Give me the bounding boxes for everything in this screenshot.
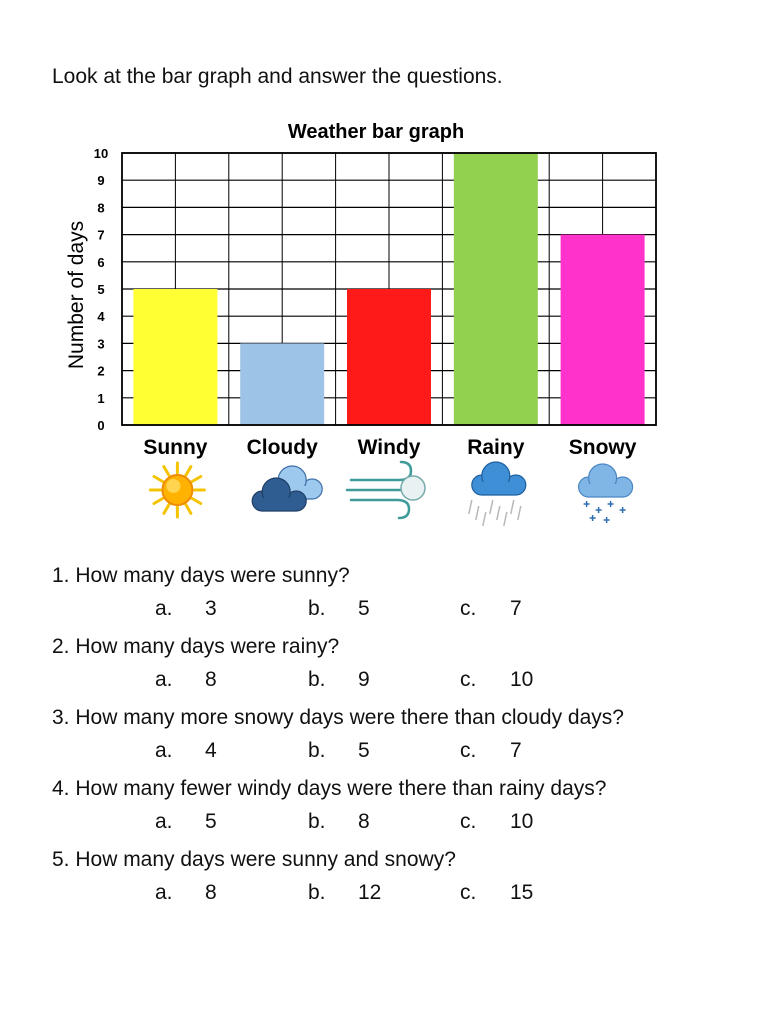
y-axis-title: Number of days [65, 220, 88, 370]
option-a[interactable] [155, 880, 217, 906]
option-c[interactable] [460, 596, 522, 622]
y-tick-label: 10 [93, 146, 109, 161]
option-c[interactable] [460, 738, 522, 764]
question-1 [52, 563, 732, 634]
option-c[interactable] [460, 880, 533, 906]
question-text: 1. How many days were sunny? [52, 564, 350, 587]
x-category-label: Snowy [568, 436, 637, 459]
option-value: 10 [510, 810, 534, 833]
option-value: 9 [358, 668, 370, 691]
question-5 [52, 847, 732, 918]
answer-options [52, 880, 732, 918]
option-value: 8 [358, 810, 370, 833]
option-letter: c. [460, 810, 477, 833]
option-value: 12 [358, 881, 382, 904]
option-value: 5 [358, 739, 370, 762]
option-b[interactable] [308, 880, 381, 906]
chart-title: Weather bar graph [287, 121, 465, 143]
sun-icon [150, 463, 204, 517]
question-2 [52, 634, 732, 705]
y-tick-label: 5 [97, 282, 105, 297]
option-value: 4 [205, 739, 217, 762]
question-4 [52, 776, 732, 847]
question-3 [52, 705, 732, 776]
option-value: 10 [510, 668, 534, 691]
y-tick-label: 3 [97, 336, 105, 352]
option-letter: c. [460, 881, 477, 904]
answer-options [52, 596, 732, 634]
option-letter: b. [308, 597, 326, 620]
answer-options [52, 809, 732, 847]
option-letter: a. [155, 739, 173, 762]
option-letter: a. [155, 881, 173, 904]
option-a[interactable] [155, 738, 217, 764]
option-letter: b. [308, 739, 326, 762]
option-letter: a. [155, 668, 173, 691]
option-a[interactable] [155, 809, 217, 835]
option-letter: c. [460, 668, 477, 691]
question-list [52, 563, 732, 918]
answer-options [52, 667, 732, 705]
option-letter: b. [308, 810, 326, 833]
bar-windy [347, 289, 431, 425]
cloudy-icon [252, 466, 322, 511]
y-tick-label: 7 [97, 227, 105, 243]
option-c[interactable] [460, 667, 533, 693]
question-text: 3. How many more snowy days were there than cloudy days? [52, 706, 624, 729]
question-text: 4. How many fewer windy days were there than rainy days? [52, 777, 607, 800]
bar-cloudy [240, 343, 324, 425]
question-text: 5. How many days were sunny and snowy? [52, 848, 456, 871]
x-category-label: Windy [357, 436, 421, 459]
option-letter: c. [460, 597, 477, 620]
x-category-label: Sunny [143, 436, 208, 459]
option-letter: b. [308, 881, 326, 904]
y-tick-label: 1 [97, 390, 105, 406]
y-tick-label: 2 [97, 363, 105, 379]
option-value: 7 [510, 739, 522, 762]
option-value: 8 [205, 881, 217, 904]
option-c[interactable] [460, 809, 533, 835]
question-text: 2. How many days were rainy? [52, 635, 340, 658]
bar-rainy [454, 153, 538, 425]
option-value: 5 [358, 597, 370, 620]
option-value: 8 [205, 668, 217, 691]
y-tick-label: 4 [97, 309, 105, 325]
option-b[interactable] [308, 809, 370, 835]
bar-snowy [561, 235, 645, 425]
wind-icon [347, 462, 425, 518]
option-b[interactable] [308, 738, 370, 764]
y-tick-label: 8 [97, 200, 105, 216]
option-a[interactable] [155, 667, 217, 693]
option-value: 3 [205, 597, 217, 620]
rain-cloud-icon [469, 462, 526, 526]
x-category-label: Rainy [467, 436, 525, 459]
option-b[interactable] [308, 596, 370, 622]
y-tick-label: 6 [97, 254, 105, 270]
y-tick-label: 0 [97, 418, 105, 433]
option-letter: a. [155, 810, 173, 833]
option-value: 15 [510, 881, 534, 904]
option-a[interactable] [155, 596, 217, 622]
answer-options [52, 738, 732, 776]
x-category-label: Cloudy [246, 436, 318, 459]
option-letter: b. [308, 668, 326, 691]
y-tick-label: 9 [97, 173, 105, 189]
option-letter: a. [155, 597, 173, 620]
snow-cloud-icon [579, 464, 633, 523]
option-value: 5 [205, 810, 217, 833]
option-value: 7 [510, 597, 522, 620]
instructions: Look at the bar graph and answer the questions. [52, 65, 503, 88]
bar-sunny [133, 289, 217, 425]
option-b[interactable] [308, 667, 370, 693]
option-letter: c. [460, 739, 477, 762]
